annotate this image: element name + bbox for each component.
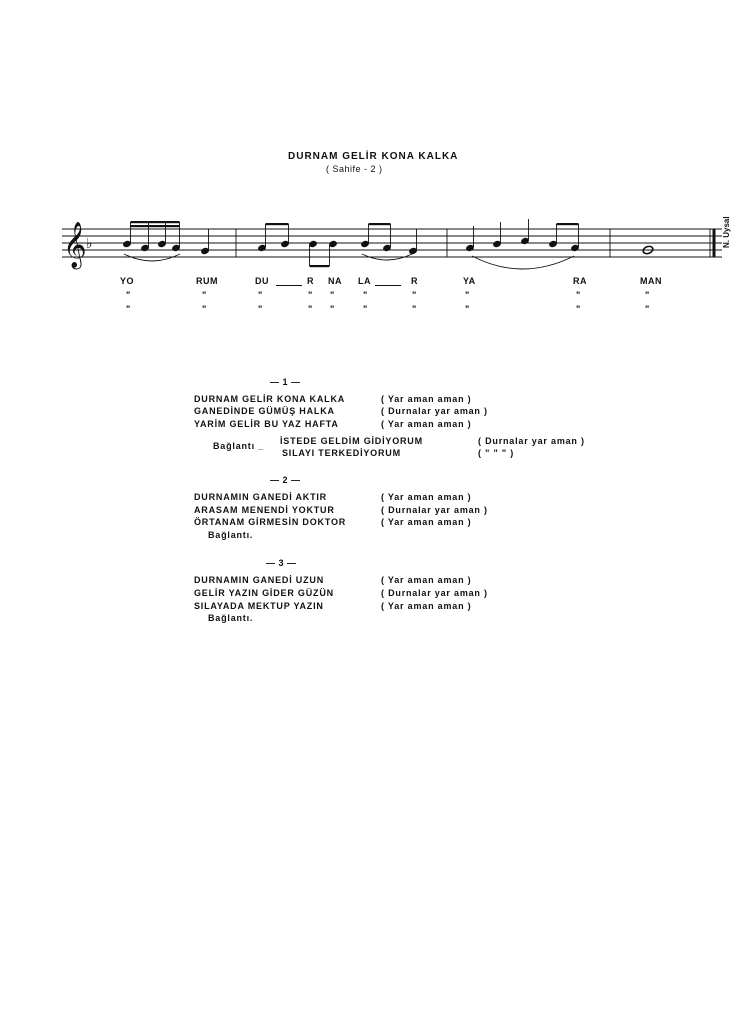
flat-sign-icon: ♭ <box>86 236 93 252</box>
ditto-mark: " <box>465 304 470 314</box>
baglanti-line: İSTEDE GELDİM GİDİYORUM <box>280 436 423 446</box>
ditto-mark: " <box>258 290 263 300</box>
syllable: LA <box>358 276 371 286</box>
ditto-mark: " <box>412 290 417 300</box>
ditto-mark: " <box>126 304 131 314</box>
verse-line: DURNAMIN GANEDİ AKTIR <box>194 492 327 502</box>
page-title: DURNAM GELİR KONA KALKA <box>288 151 459 162</box>
verse-refrain: ( Yar aman aman ) <box>381 601 472 611</box>
baglanti-line: SILAYI TERKEDİYORUM <box>282 448 401 458</box>
syllable: R <box>411 276 418 286</box>
verse-refrain: ( Durnalar yar aman ) <box>381 588 488 598</box>
verse-refrain: ( Yar aman aman ) <box>381 517 472 527</box>
ditto-mark: " <box>645 304 650 314</box>
verse-line: DURNAM GELİR KONA KALKA <box>194 394 346 404</box>
syllable: YO <box>120 276 135 286</box>
syllable: RUM <box>196 276 218 286</box>
verse-refrain: ( Durnalar yar aman ) <box>381 505 488 515</box>
page-note: ( Sahife - 2 ) <box>326 164 383 174</box>
ditto-mark: " <box>576 290 581 300</box>
verse-line: GELİR YAZIN GİDER GÜZÜN <box>194 588 334 598</box>
ditto-mark: " <box>202 304 207 314</box>
ditto-mark: " <box>126 290 131 300</box>
syllable: DU <box>255 276 269 286</box>
ditto-mark: " <box>258 304 263 314</box>
verse-number: — 1 — <box>270 377 301 387</box>
syllable: YA <box>463 276 476 286</box>
ditto-mark: " <box>412 304 417 314</box>
verse-line: GANEDİNDE GÜMÜŞ HALKA <box>194 406 335 416</box>
verse-line: ARASAM MENENDİ YOKTUR <box>194 505 335 515</box>
verse-refrain: ( Yar aman aman ) <box>381 394 472 404</box>
verse-refrain: ( Yar aman aman ) <box>381 492 472 502</box>
syllable: RA <box>573 276 587 286</box>
verse-number: — 3 — <box>266 558 297 568</box>
ditto-mark: " <box>645 290 650 300</box>
verse-refrain: ( Durnalar yar aman ) <box>381 406 488 416</box>
verse-number: — 2 — <box>270 475 301 485</box>
ditto-mark: " <box>465 290 470 300</box>
verse-refrain: ( Yar aman aman ) <box>381 575 472 585</box>
ditto-mark: " <box>308 304 313 314</box>
ditto-mark: " <box>202 290 207 300</box>
treble-clef-icon: 𝄞 <box>63 222 87 268</box>
verse-line: ÖRTANAM GİRMESİN DOKTOR <box>194 517 347 527</box>
baglanti-refrain: ( " " " ) <box>478 448 514 458</box>
hyphen-line <box>375 285 401 286</box>
hyphen-line <box>276 285 302 286</box>
ditto-mark: " <box>363 290 368 300</box>
baglanti-label: Bağlantı _ <box>213 441 265 451</box>
baglanti-label: Bağlantı. <box>208 613 254 623</box>
ditto-mark: " <box>330 304 335 314</box>
composer-name: N. Uysal <box>722 216 731 248</box>
baglanti-label: Bağlantı. <box>208 530 254 540</box>
verse-line: SILAYADA MEKTUP YAZIN <box>194 601 324 611</box>
music-staff <box>0 0 750 330</box>
verse-line: YARİM GELİR BU YAZ HAFTA <box>194 419 339 429</box>
syllable: MAN <box>640 276 662 286</box>
baglanti-refrain: ( Durnalar yar aman ) <box>478 436 585 446</box>
ditto-mark: " <box>330 290 335 300</box>
syllable: R <box>307 276 314 286</box>
ditto-mark: " <box>308 290 313 300</box>
verse-line: DURNAMIN GANEDİ UZUN <box>194 575 324 585</box>
syllable: NA <box>328 276 342 286</box>
verse-refrain: ( Yar aman aman ) <box>381 419 472 429</box>
ditto-mark: " <box>576 304 581 314</box>
ditto-mark: " <box>363 304 368 314</box>
